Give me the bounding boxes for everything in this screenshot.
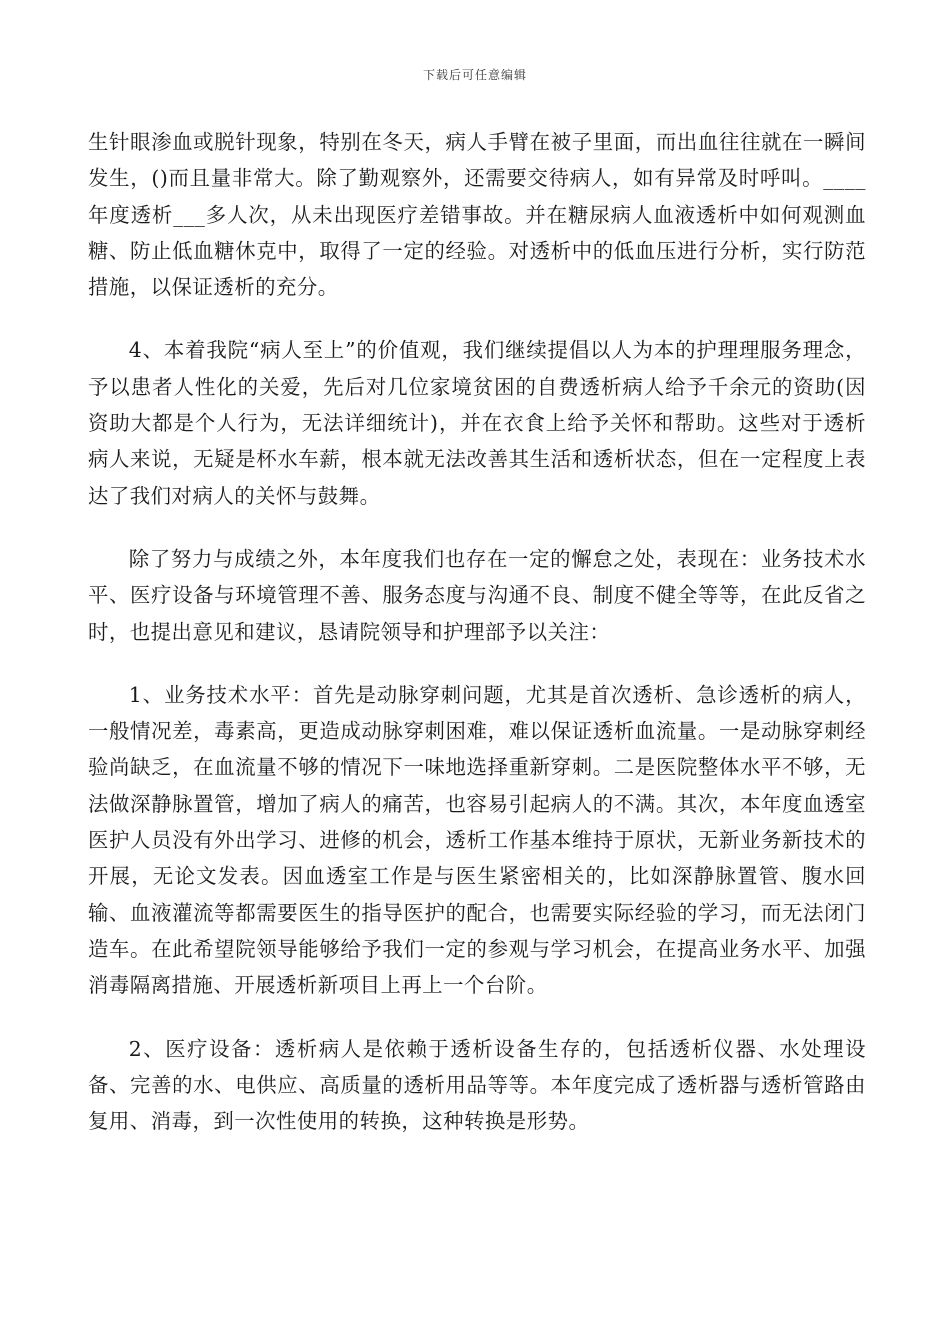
paragraph-item-1: 1、业务技术水平：首先是动脉穿刺问题，尤其是首次透析、急诊透析的病人，一般情况差，毒素高，更造成动脉穿刺困难，难以保证透析血流量。一是动脉穿刺经验尚缺乏，在血流量不够的情况下一味地选择重新穿刺。二是医院整体水平不够，无法做深静脉置管，增加了病人的痛苦，也容易引起病人的不满。其次，本年度血透室医护人员没有外出学习、进修的机会，透析工作基本维持于原状，无新业务新技术的开展，无论文发表。因血透室工作是与医生紧密相关的，比如深静脉置管、腹水回输、血液灌流等都需要医生的指导医护的配合，也需要实际经验的学习，而无法闭门造车。在此希望院领导能够给予我们一定的参观与学习机会，在提高业务水平、加强消毒隔离措施、开展透析新项目上再上一个台阶。 xyxy=(88,682,866,998)
document-body xyxy=(88,124,866,1166)
paragraph-item-4: 4、本着我院“病人至上”的价值观，我们继续提倡以人为本的护理理服务理念，予以患者人性化的关爱，先后对几位家境贫困的自费透析病人给予千余元的资助(因资助大都是个人行为，无法详细统计)，并在衣食上给予关怀和帮助。这些对于透析病人来说，无疑是杯水车薪，根本就无法改善其生活和透析状态，但在一定程度上表达了我们对病人的关怀与鼓舞。 xyxy=(88,338,866,508)
paragraph-item-2: 2、医疗设备：透析病人是依赖于透析设备生存的，包括透析仪器、水处理设备、完善的水、电供应、高质量的透析用品等等。本年度完成了透析器与透析管路由复用、消毒，到一次性使用的转换，这种转换是形势。 xyxy=(88,1036,866,1134)
paragraph-shortcomings: 除了努力与成绩之外，本年度我们也存在一定的懈怠之处，表现在：业务技术水平、医疗设备与环境管理不善、服务态度与沟通不良、制度不健全等等，在此反省之时，也提出意见和建议，恳请院领导和护理部予以关注： xyxy=(88,546,866,644)
header-note: 下载后可任意编辑 xyxy=(422,68,527,82)
paragraph-continuation: 生针眼渗血或脱针现象，特别在冬天，病人手臂在被子里面，而出血往往就在一瞬间发生，()而且量非常大。除了勤观察外，还需要交待病人，如有异常及时呼叫。____年度透析___多人次，从未出现医疗差错事故。并在糖尿病人血液透析中如何观测血糖、防止低血糖休克中，取得了一定的经验。对透析中的低血压进行分析，实行防范措施，以保证透析的充分。 xyxy=(88,130,866,300)
